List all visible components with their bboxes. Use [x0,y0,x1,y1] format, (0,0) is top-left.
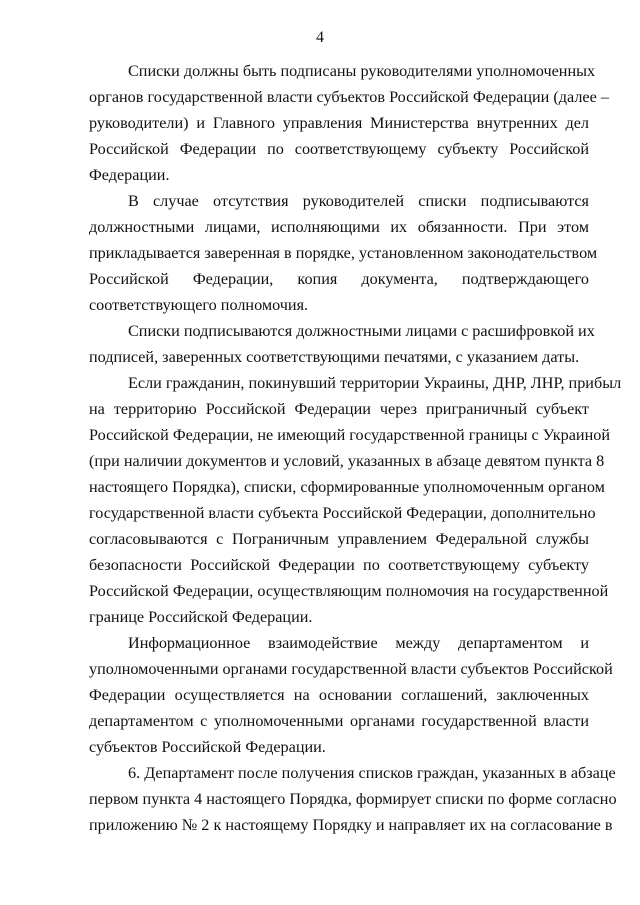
paragraph-6-line-1: 6. Департамент после получения списков граждан, указанных в абзаце [128,764,616,782]
paragraph-5-line-5: субъектов Российской Федерации. [89,738,326,756]
paragraph-2-line-3: прикладывается заверенная в порядке, установленном законодательством [89,244,598,262]
paragraph-4-line-7: согласовываются с Пограничным управлением Федеральной службы [89,530,589,548]
paragraph-6-line-2: первом пункта 4 настоящего Порядка, формирует списки по форме согласно [89,790,617,808]
paragraph-4-line-9: Российской Федерации, осуществляющим полномочия на государственной [89,582,609,600]
paragraph-5-line-1: Информационное взаимодействие между департаментом и [128,634,589,652]
paragraph-4-line-4: (при наличии документов и условий, указанных в абзаце девятом пункта 8 [89,452,605,470]
paragraph-2-line-2: должностными лицами, исполняющими их обязанности. При этом [89,218,589,236]
paragraph-1-line-3: руководители) и Главного управления Министерства внутренних дел [89,114,589,132]
paragraph-1-line-2: органов государственной власти субъектов Российской Федерации (далее – [89,88,609,106]
paragraph-4-line-10: границе Российской Федерации. [89,608,313,626]
paragraph-4-line-2: на территорию Российской Федерации через приграничный субъект [89,400,589,418]
paragraph-4-line-1: Если гражданин, покинувший территории Украины, ДНР, ЛНР, прибыл [128,374,622,392]
paragraph-1-line-5: Федерации. [89,166,170,184]
page-number: 4 [316,29,324,46]
paragraph-6-line-3: приложению № 2 к настоящему Порядку и направляет их на согласование в [89,816,613,834]
paragraph-2-line-1: В случае отсутствия руководителей списки подписываются [128,192,589,210]
paragraph-3-line-2: подписей, заверенных соответствующими печатями, с указанием даты. [89,348,580,366]
paragraph-5-line-3: Федерации осуществляется на основании соглашений, заключенных [89,686,589,704]
paragraph-4-line-3: Российской Федерации, не имеющий государственной границы с Украиной [89,426,611,444]
paragraph-2-line-5: соответствующего полномочия. [89,296,309,314]
paragraph-4-line-6: государственной власти субъекта Российской Федерации, дополнительно [89,504,596,522]
paragraph-1-line-1: Списки должны быть подписаны руководителями уполномоченных [128,62,596,80]
paragraph-4-line-5: настоящего Порядка), списки, сформированные уполномоченным органом [89,478,605,496]
paragraph-3-line-1: Списки подписываются должностными лицами с расшифровкой их [128,322,595,340]
paragraph-5-line-4: департаментом с уполномоченными органами государственной власти [89,712,589,730]
paragraph-5-line-2: уполномоченными органами государственной власти субъектов Российской [89,660,613,678]
paragraph-2-line-4: Российской Федерации, копия документа, подтверждающего [89,270,589,288]
paragraph-4-line-8: безопасности Российской Федерации по соответствующему субъекту [89,556,589,574]
paragraph-1-line-4: Российской Федерации по соответствующему субъекту Российской [89,140,589,158]
